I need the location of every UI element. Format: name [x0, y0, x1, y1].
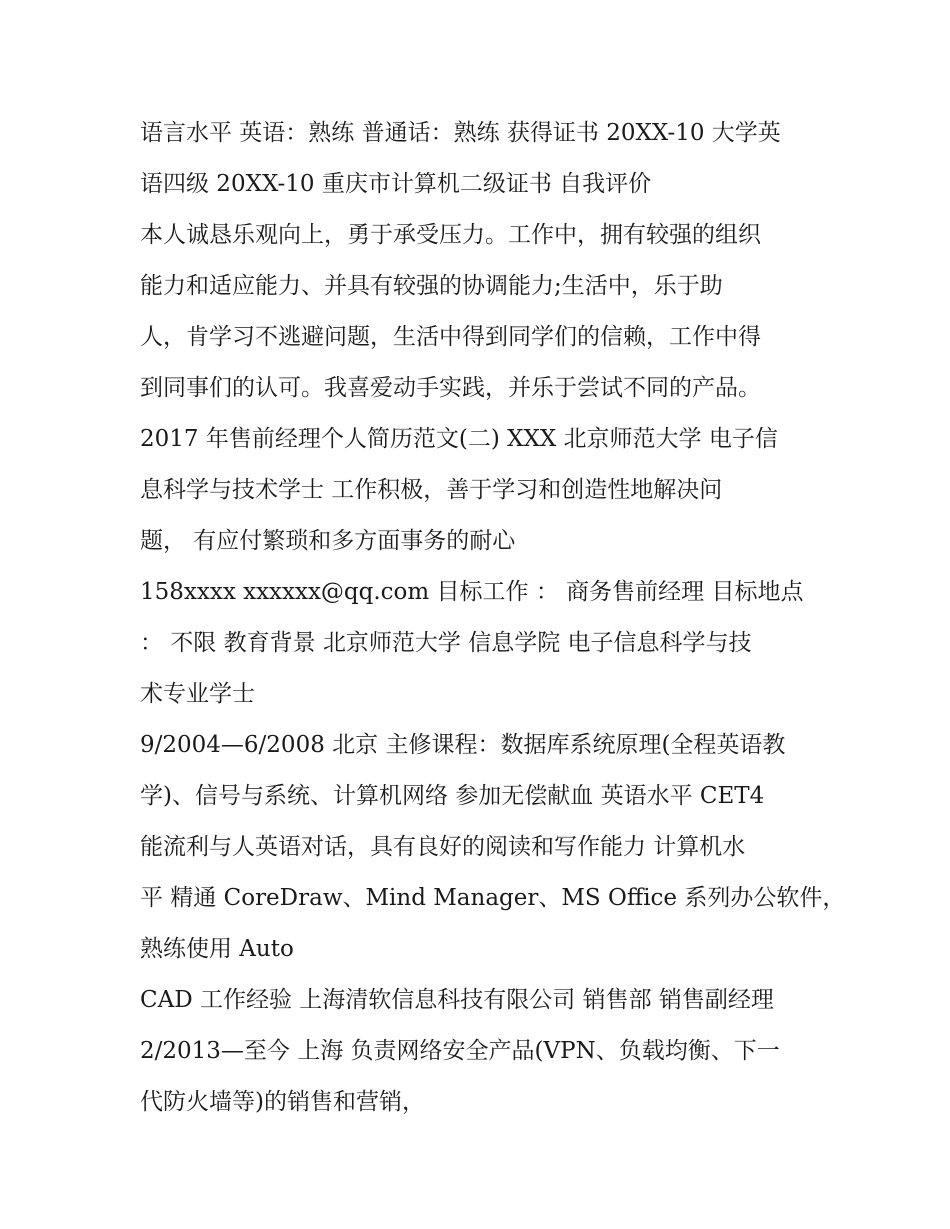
text-line: 术专业学士 — [140, 681, 255, 707]
text-line: 熟练使用 Auto — [140, 936, 294, 962]
text-line: 语言水平 英语：熟练 普通话：熟练 获得证书 20XX-10 大学英 — [140, 120, 781, 146]
text-line: 息科学与技术学士 工作积极，善于学习和创造性地解决问 — [140, 477, 723, 503]
text-line: 平 精通 CoreDraw、Mind Manager、MS Office 系列办公软件， — [140, 885, 846, 911]
text-line: 学)、信号与系统、计算机网络 参加无偿献血 英语水平 CET4 — [140, 783, 765, 809]
text-line: 2017 年售前经理个人简历范文(二) XXX 北京师范大学 电子信 — [140, 426, 778, 452]
text-line: 人，肯学习不逃避问题，生活中得到同学们的信赖，工作中得 — [140, 324, 761, 350]
text-line: CAD 工作经验 上海清软信息科技有限公司 销售部 销售副经理 — [140, 987, 774, 1013]
text-line: ： 不限 教育背景 北京师范大学 信息学院 电子信息科学与技 — [140, 630, 752, 656]
text-line: 代防火墙等)的销售和营销， — [140, 1089, 425, 1115]
text-line: 158xxxx xxxxxx@qq.com 目标工作 ： 商务售前经理 目标地点 — [140, 579, 804, 605]
text-line: 到同事们的认可。我喜爱动手实践，并乐于尝试不同的产品。 — [140, 375, 761, 401]
text-line: 9/2004—6/2008 北京 主修课程：数据库系统原理(全程英语教 — [140, 732, 786, 758]
text-line: 2/2013—至今 上海 负责网络安全产品(VPN、负载均衡、下一 — [140, 1038, 780, 1064]
text-line: 能流利与人英语对话，具有良好的阅读和写作能力 计算机水 — [140, 834, 746, 860]
text-line: 能力和适应能力、并具有较强的协调能力;生活中，乐于助 — [140, 273, 723, 299]
document-body — [140, 108, 846, 1128]
text-line: 语四级 20XX-10 重庆市计算机二级证书 自我评价 — [140, 171, 652, 197]
text-line: 题， 有应付繁琐和多方面事务的耐心 — [140, 528, 516, 554]
text-line: 本人诚恳乐观向上，勇于承受压力。工作中，拥有较强的组织 — [140, 222, 761, 248]
